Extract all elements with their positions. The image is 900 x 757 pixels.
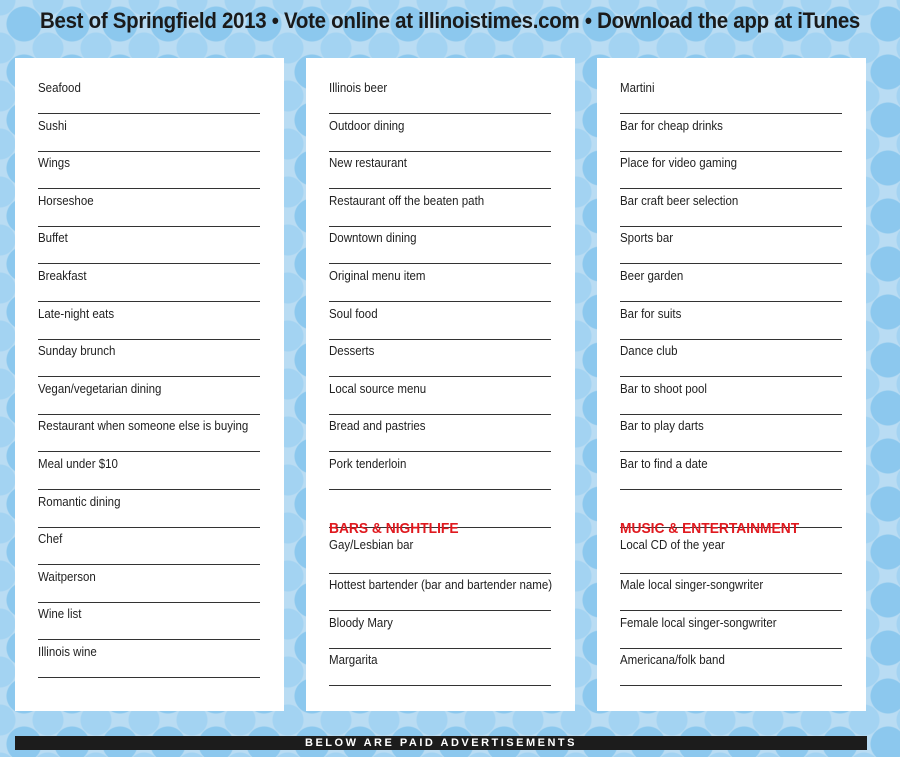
category-label: Restaurant when someone else is buying	[38, 419, 249, 434]
ballot-entry[interactable]	[38, 307, 260, 345]
category-label: Bar to play darts	[620, 419, 704, 434]
write-in-line[interactable]	[620, 151, 842, 152]
write-in-line[interactable]	[620, 489, 842, 490]
category-label: Waitperson	[38, 569, 96, 584]
category-label: Desserts	[329, 344, 375, 359]
ballot-entry[interactable]	[38, 607, 260, 645]
bars-nightlife-section	[329, 521, 551, 691]
ballot-entry[interactable]	[329, 231, 551, 269]
category-label: Margarita	[329, 653, 378, 668]
category-label: Bread and pastries	[329, 419, 426, 434]
category-label: Pork tenderloin	[329, 456, 407, 471]
write-in-line[interactable]	[38, 151, 260, 152]
ballot-entry[interactable]	[620, 269, 842, 307]
category-label: Sushi	[38, 118, 67, 133]
category-label: Place for video gaming	[620, 156, 737, 171]
write-in-line[interactable]	[38, 602, 260, 603]
category-label: Beer garden	[620, 268, 684, 283]
category-label: Gay/Lesbian bar	[329, 538, 414, 552]
category-label: Illinois beer	[329, 81, 388, 95]
ballot-entry[interactable]	[38, 419, 260, 457]
category-label: Late-night eats	[38, 306, 115, 321]
category-list-2	[329, 81, 551, 532]
category-label: Restaurant off the beaten path	[329, 193, 485, 208]
ballot-entry[interactable]	[329, 194, 551, 232]
category-label: Illinois wine	[38, 644, 97, 659]
category-label: Horseshoe	[38, 193, 94, 208]
write-in-line[interactable]	[620, 376, 842, 377]
ballot-entry[interactable]	[38, 495, 260, 533]
ballot-entry[interactable]	[620, 382, 842, 420]
category-label: Bar to shoot pool	[620, 381, 707, 396]
ballot-column-3	[597, 58, 866, 711]
category-label: Bloody Mary	[329, 615, 393, 630]
write-in-line[interactable]	[329, 301, 551, 302]
ballot-entry[interactable]	[620, 194, 842, 232]
write-in-line[interactable]	[329, 610, 551, 611]
ballot-entry[interactable]	[329, 307, 551, 345]
ballot-entry[interactable]	[329, 81, 551, 119]
ballot-entry[interactable]	[329, 119, 551, 157]
write-in-line[interactable]	[329, 151, 551, 152]
ballot-entry[interactable]	[620, 419, 842, 457]
write-in-line[interactable]	[38, 113, 260, 114]
ballot-column-1	[15, 58, 284, 711]
write-in-line[interactable]	[329, 376, 551, 377]
ballot-entry[interactable]	[38, 457, 260, 495]
ballot-entry[interactable]	[329, 538, 551, 578]
category-label: Wine list	[38, 607, 82, 622]
category-label: Dance club	[620, 344, 678, 359]
category-label: Male local singer-songwriter	[620, 578, 764, 592]
write-in-line[interactable]	[329, 648, 551, 649]
category-label: Female local singer-songwriter	[620, 615, 777, 630]
category-label: Sunday brunch	[38, 344, 116, 359]
write-in-line[interactable]	[329, 263, 551, 264]
write-in-line[interactable]	[329, 414, 551, 415]
category-label: Outdoor dining	[329, 118, 405, 133]
ballot-entry[interactable]	[38, 532, 260, 570]
write-in-line[interactable]	[620, 610, 842, 611]
write-in-line[interactable]	[620, 188, 842, 189]
ballot-entry[interactable]	[329, 344, 551, 382]
ballot-entry[interactable]	[38, 156, 260, 194]
write-in-line[interactable]	[38, 301, 260, 302]
ballot-column-2	[306, 58, 575, 711]
ballot-entry[interactable]	[620, 119, 842, 157]
write-in-line[interactable]	[38, 527, 260, 528]
category-label: Soul food	[329, 306, 378, 321]
category-label: Wings	[38, 156, 70, 171]
category-list-1	[38, 81, 260, 683]
write-in-line[interactable]	[620, 648, 842, 649]
category-label: Bar craft beer selection	[620, 193, 739, 208]
ballot-entry[interactable]	[38, 269, 260, 307]
write-in-line[interactable]	[38, 489, 260, 490]
ballot-entry[interactable]	[329, 156, 551, 194]
write-in-line[interactable]	[329, 451, 551, 452]
write-in-line[interactable]	[329, 226, 551, 227]
ballot-entry[interactable]	[620, 81, 842, 119]
category-label: Hottest bartender (bar and bartender name)	[329, 578, 553, 592]
write-in-line[interactable]	[38, 188, 260, 189]
ballot-entry[interactable]	[329, 616, 551, 654]
ballot-entry[interactable]	[620, 344, 842, 382]
ballot-entry[interactable]	[38, 570, 260, 608]
category-label: Downtown dining	[329, 231, 417, 246]
ballot-entry[interactable]	[620, 457, 842, 495]
ballot-entry[interactable]	[38, 231, 260, 269]
write-in-line[interactable]	[38, 226, 260, 227]
category-label: Breakfast	[38, 268, 87, 283]
ballot-entry[interactable]	[38, 194, 260, 232]
ballot-entry[interactable]	[620, 156, 842, 194]
write-in-line[interactable]	[38, 414, 260, 415]
write-in-line[interactable]	[620, 301, 842, 302]
category-label: Bar for cheap drinks	[620, 118, 723, 133]
write-in-line[interactable]	[329, 685, 551, 686]
category-label: Americana/folk band	[620, 653, 725, 668]
category-label: Vegan/vegetarian dining	[38, 381, 162, 396]
section-title-bars-nightlife: BARS & NIGHTLIFE	[329, 520, 459, 537]
ballot-entry[interactable]	[620, 616, 842, 654]
ballot-entry[interactable]	[620, 653, 842, 691]
write-in-line[interactable]	[38, 263, 260, 264]
ballot-entry[interactable]	[329, 653, 551, 691]
write-in-line[interactable]	[620, 113, 842, 114]
write-in-line[interactable]	[38, 677, 260, 678]
page-title: Best of Springfield 2013 • Vote online at illinoistimes.com • Download the app at iTunes	[39, 8, 861, 33]
category-label: Sports bar	[620, 231, 674, 246]
write-in-line[interactable]	[329, 573, 551, 574]
category-list-3	[620, 81, 842, 532]
ballot-entry[interactable]	[329, 382, 551, 420]
write-in-line[interactable]	[620, 685, 842, 686]
category-label: Chef	[38, 532, 63, 547]
category-label: Bar to find a date	[620, 456, 708, 471]
category-label: Meal under $10	[38, 456, 118, 471]
write-in-line[interactable]	[620, 226, 842, 227]
write-in-line[interactable]	[38, 564, 260, 565]
category-label: New restaurant	[329, 156, 407, 171]
write-in-line[interactable]	[620, 339, 842, 340]
category-label: Seafood	[38, 81, 81, 95]
write-in-line[interactable]	[329, 113, 551, 114]
write-in-line[interactable]	[329, 489, 551, 490]
write-in-line[interactable]	[38, 339, 260, 340]
ballot-entry[interactable]	[329, 419, 551, 457]
write-in-line[interactable]	[329, 188, 551, 189]
write-in-line[interactable]	[620, 451, 842, 452]
paid-ads-banner: BELOW ARE PAID ADVERTISEMENTS	[15, 736, 867, 750]
category-label: Local CD of the year	[620, 538, 725, 552]
category-label: Original menu item	[329, 268, 426, 283]
ballot-entry[interactable]	[38, 645, 260, 683]
ballot-entry[interactable]	[329, 269, 551, 307]
section-title-music-entertainment: MUSIC & ENTERTAINMENT	[620, 520, 800, 537]
category-label: Bar for suits	[620, 306, 682, 321]
write-in-line[interactable]	[620, 573, 842, 574]
ballot-entry[interactable]	[38, 81, 260, 119]
category-label: Romantic dining	[38, 494, 121, 509]
category-label: Martini	[620, 81, 655, 95]
ballot-entry[interactable]	[38, 344, 260, 382]
ballot-entry[interactable]	[38, 382, 260, 420]
ballot-entry[interactable]	[620, 231, 842, 269]
music-entertainment-section	[620, 521, 842, 691]
category-label: Local source menu	[329, 381, 427, 396]
write-in-line[interactable]	[38, 451, 260, 452]
write-in-line[interactable]	[38, 376, 260, 377]
ballot-entry[interactable]	[329, 578, 551, 616]
ballot-entry[interactable]	[620, 538, 842, 578]
ballot-entry[interactable]	[620, 307, 842, 345]
write-in-line[interactable]	[620, 414, 842, 415]
category-label: Buffet	[38, 231, 68, 246]
ballot-entry[interactable]	[620, 578, 842, 616]
ballot-entry[interactable]	[38, 119, 260, 157]
write-in-line[interactable]	[38, 639, 260, 640]
write-in-line[interactable]	[620, 263, 842, 264]
ballot-entry[interactable]	[329, 457, 551, 495]
write-in-line[interactable]	[329, 339, 551, 340]
